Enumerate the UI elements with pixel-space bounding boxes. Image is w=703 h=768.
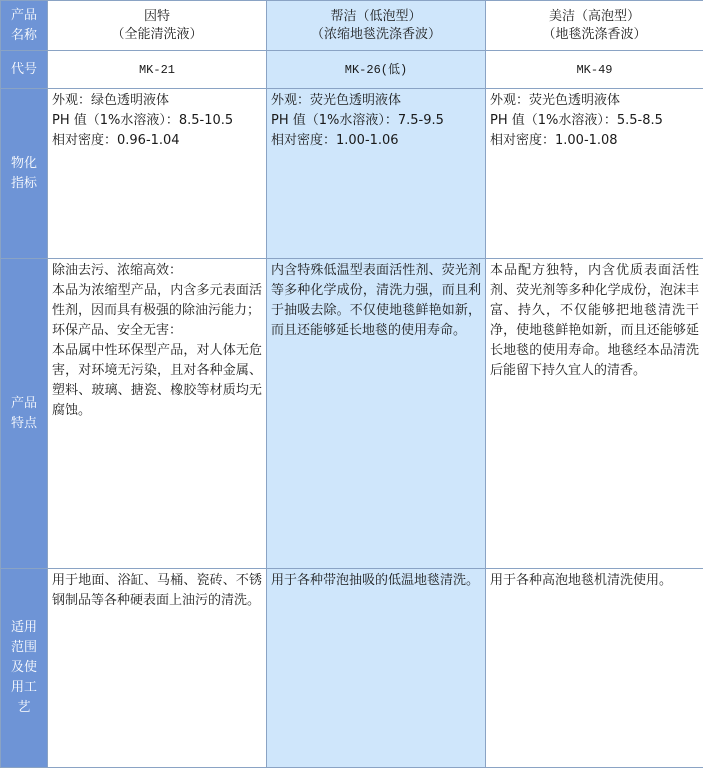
product-3-features: 本品配方独特，内含优质表面活性剂、荧光剂等多种化学成份，泡沫丰富、持久，不仅能够把地毯清洗干净，使地毯鲜艳如新，而且还能够延长地毯的使用寿命。地毯经本品清洗后能留下持久宜人的清香。 xyxy=(486,259,703,569)
product-2-code: MK-26(低) xyxy=(267,51,486,89)
product-2-usage: 用于各种带泡抽吸的低温地毯清洗。 xyxy=(267,569,486,768)
row-usage xyxy=(1,569,703,768)
product-3-usage: 用于各种高泡地毯机清洗使用。 xyxy=(486,569,703,768)
product-1-appearance: 外观：绿色透明液体 xyxy=(52,91,262,111)
label-usage: 适用范围及使用工艺 xyxy=(1,569,48,768)
product-3-properties xyxy=(486,89,703,259)
product-1-usage: 用于地面、浴缸、马桶、瓷砖、不锈钢制品等各种硬表面上油污的清洗。 xyxy=(48,569,267,768)
product-1-code: MK-21 xyxy=(48,51,267,89)
product-1-properties xyxy=(48,89,267,259)
product-2-name: 帮洁（低泡型） xyxy=(269,8,483,26)
row-properties xyxy=(1,89,703,259)
product-3-code: MK-49 xyxy=(486,51,703,89)
label-features: 产品特点 xyxy=(1,259,48,569)
product-2-header xyxy=(267,1,486,51)
product-2-appearance: 外观：荧光色透明液体 xyxy=(271,91,481,111)
product-3-subtitle: （地毯洗涤香波） xyxy=(488,26,701,44)
product-1-name: 因特 xyxy=(50,8,264,26)
label-properties: 物化指标 xyxy=(1,89,48,259)
product-2-properties xyxy=(267,89,486,259)
product-1-subtitle: （全能清洗液） xyxy=(50,26,264,44)
product-1-ph: PH 值（1%水溶液）：8.5-10.5 xyxy=(52,111,262,131)
row-features xyxy=(1,259,703,569)
product-3-header xyxy=(486,1,703,51)
row-product-name xyxy=(1,1,703,51)
product-1-header xyxy=(48,1,267,51)
product-2-density: 相对密度：1.00-1.06 xyxy=(271,131,481,151)
label-product-name: 产品名称 xyxy=(1,1,48,51)
product-3-density: 相对密度：1.00-1.08 xyxy=(490,131,699,151)
product-1-density: 相对密度：0.96-1.04 xyxy=(52,131,262,151)
product-3-name: 美洁（高泡型） xyxy=(488,8,701,26)
label-code: 代号 xyxy=(1,51,48,89)
product-2-subtitle: （浓缩地毯洗涤香波） xyxy=(269,26,483,44)
product-2-ph: PH 值（1%水溶液）：7.5-9.5 xyxy=(271,111,481,131)
product-3-appearance: 外观：荧光色透明液体 xyxy=(490,91,699,111)
product-1-features: 除油去污、浓缩高效： 本品为浓缩型产品，内含多元表面活性剂，因而具有极强的除油污能力； 环保产品、安全无害： 本品属中性环保型产品，对人体无危害，对环境无污染，且对各种金属、塑料、玻璃、搪瓷、橡胶等材质均无腐蚀。 xyxy=(48,259,267,569)
row-code xyxy=(1,51,703,89)
product-3-ph: PH 值（1%水溶液）：5.5-8.5 xyxy=(490,111,699,131)
product-2-features: 内含特殊低温型表面活性剂、荧光剂等多种化学成份，清洗力强，而且利于抽吸去除。不仅使地毯鲜艳如新，而且还能够延长地毯的使用寿命。 xyxy=(267,259,486,569)
